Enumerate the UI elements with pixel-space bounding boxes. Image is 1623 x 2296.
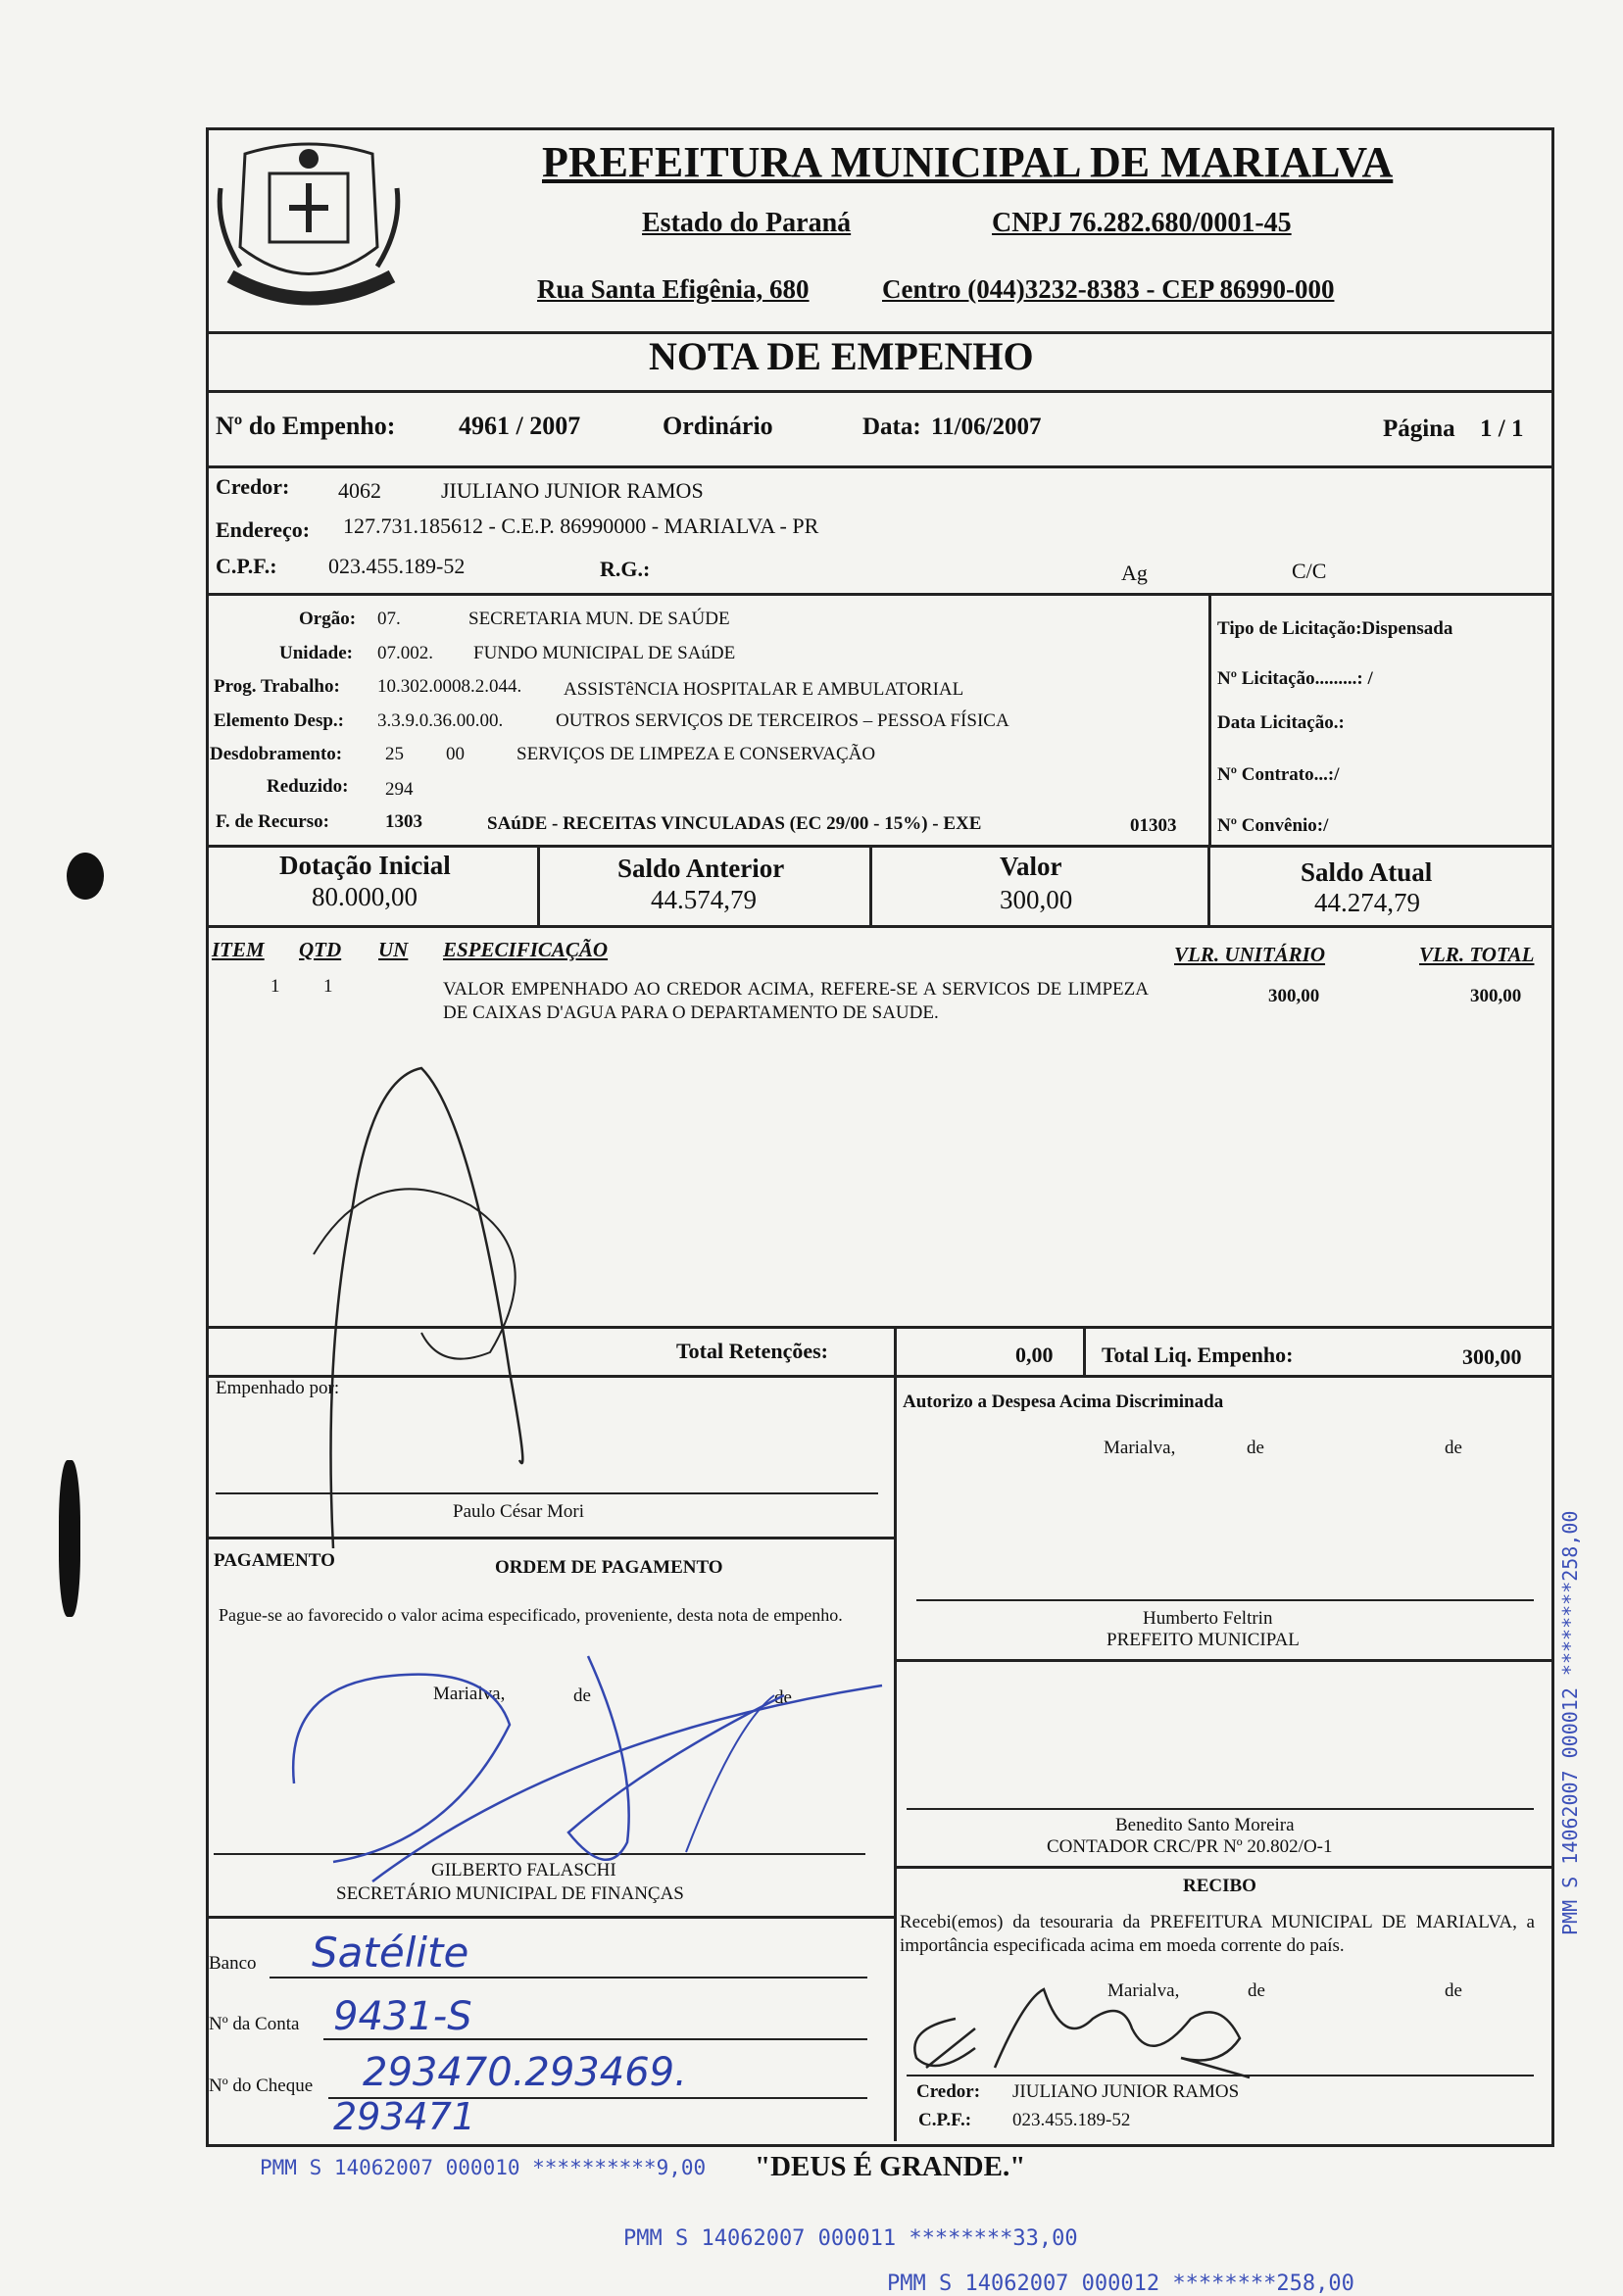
empenho-label: Nº do Empenho: xyxy=(216,412,396,440)
document-title: NOTA DE EMPENHO xyxy=(649,334,1034,378)
empenho-type: Ordinário xyxy=(663,412,773,440)
saldo-anterior-label: Saldo Anterior xyxy=(617,854,785,883)
ag-label: Ag xyxy=(1121,561,1148,585)
recurso-name: SAúDE - RECEITAS VINCULADAS (EC 29/00 - 15%) - EXE xyxy=(487,813,982,834)
recurso-label: F. de Recurso: xyxy=(216,811,329,832)
unidade-label: Unidade: xyxy=(279,643,353,663)
cheque-handwritten: 293470.293469. xyxy=(363,2050,687,2095)
orgao-label: Orgão: xyxy=(299,609,357,629)
conta-label: Nº da Conta xyxy=(209,2014,300,2034)
pagamento-place: Marialva, xyxy=(433,1684,506,1704)
recibo-text: Recebi(emos) da tesouraria da PREFEITURA MUNICIPAL DE MARIALVA, a importância especificada acima em moeda corrente do país. xyxy=(900,1912,1535,1956)
elemento-code: 3.3.9.0.36.00.00. xyxy=(377,710,504,731)
prog-name: ASSISTêNCIA HOSPITALAR E AMBULATORIAL xyxy=(564,679,964,700)
col-un: UN xyxy=(378,938,409,961)
col-especificacao: ESPECIFICAÇÃO xyxy=(443,938,609,961)
prefeito-role: PREFEITO MUNICIPAL xyxy=(1107,1630,1300,1650)
binding-mark-icon xyxy=(59,1460,80,1617)
desdobramento-name: SERVIÇOS DE LIMPEZA E CONSERVAÇÃO xyxy=(516,744,876,764)
item-unit-value: 300,00 xyxy=(1268,986,1320,1006)
cpf-label: C.P.F.: xyxy=(216,554,277,578)
liquido-value: 300,00 xyxy=(1462,1344,1522,1369)
dotacao-label: Dotação Inicial xyxy=(279,851,451,880)
recibo-de2: de xyxy=(1445,1980,1462,2001)
prefeito-name: Humberto Feltrin xyxy=(1143,1608,1273,1629)
dotacao-value: 80.000,00 xyxy=(312,882,418,911)
endereco-label: Endereço: xyxy=(216,517,311,542)
elemento-name: OUTROS SERVIÇOS DE TERCEIROS – PESSOA FÍSICA xyxy=(556,710,1009,731)
contador-role: CONTADOR CRC/PR Nº 20.802/O-1 xyxy=(1047,1836,1333,1857)
col-item: ITEM xyxy=(212,938,265,961)
pagamento-de1: de xyxy=(573,1685,591,1706)
contador-name: Benedito Santo Moreira xyxy=(1115,1815,1295,1835)
recibo-cpf: 023.455.189-52 xyxy=(1012,2110,1131,2130)
signature-secretario-icon xyxy=(274,1588,902,1911)
credor-label: Credor: xyxy=(216,474,290,499)
motto: "DEUS É GRANDE." xyxy=(755,2151,1026,2182)
recibo-credor-name: JIULIANO JUNIOR RAMOS xyxy=(1012,2081,1240,2102)
col-vlr-total: VLR. TOTAL xyxy=(1419,943,1535,966)
col-vlr-unitario: VLR. UNITÁRIO xyxy=(1174,943,1326,966)
desdobramento-b: 00 xyxy=(446,744,465,764)
credor-name: JIULIANO JUNIOR RAMOS xyxy=(441,478,704,503)
autorizo-de1: de xyxy=(1247,1438,1264,1458)
autorizo-label: Autorizo a Despesa Acima Discriminada xyxy=(903,1392,1224,1412)
reduzido-label: Reduzido: xyxy=(267,776,349,797)
contact-info: Centro (044)3232-8383 - CEP 86990-000 xyxy=(882,274,1335,304)
valor-value: 300,00 xyxy=(1000,885,1073,914)
prog-label: Prog. Trabalho: xyxy=(214,676,340,697)
conta-handwritten: 9431-S xyxy=(333,1994,472,2039)
pagamento-label: PAGAMENTO xyxy=(214,1550,335,1571)
municipal-seal-icon xyxy=(211,129,407,325)
pagamento-de2: de xyxy=(774,1687,792,1708)
cpf: 023.455.189-52 xyxy=(328,554,466,578)
empenho-number: 4961 / 2007 xyxy=(459,412,581,440)
recibo-place: Marialva, xyxy=(1107,1980,1180,2001)
cashier-stamp-side: PMM S 14062007 000012 ********258,00 xyxy=(1558,1510,1582,1935)
item-total-value: 300,00 xyxy=(1470,986,1522,1006)
banco-label: Banco xyxy=(209,1953,257,1974)
recurso-number: 01303 xyxy=(1130,815,1177,836)
item-specification: VALOR EMPENHADO AO CREDOR ACIMA, REFERE-SE A SERVICOS DE LIMPEZA DE CAIXAS D'AGUA PARA O DEPARTAMENTO DE SAUDE. xyxy=(443,979,1149,1023)
secretario-name: GILBERTO FALASCHI xyxy=(431,1860,616,1881)
desdobramento-a: 25 xyxy=(385,744,404,764)
cashier-stamp-3: PMM S 14062007 000012 ********258,00 xyxy=(887,2272,1354,2296)
empenhado-name: Paulo César Mori xyxy=(453,1501,585,1522)
recurso-code: 1303 xyxy=(385,811,422,832)
col-qtd: QTD xyxy=(299,938,342,961)
liquido-label: Total Liq. Empenho: xyxy=(1102,1343,1294,1367)
recibo-cpf-label: C.P.F.: xyxy=(918,2110,972,2130)
reduzido-value: 294 xyxy=(385,779,414,800)
credor-code: 4062 xyxy=(338,478,381,503)
cashier-stamp-2: PMM S 14062007 000011 ********33,00 xyxy=(623,2226,1078,2251)
saldo-anterior-value: 44.574,79 xyxy=(651,885,757,914)
page-number: 1 / 1 xyxy=(1480,415,1524,442)
retencoes-label: Total Retenções: xyxy=(676,1339,828,1363)
banco-handwritten: Satélite xyxy=(312,1929,469,1977)
unidade-code: 07.002. xyxy=(377,643,433,663)
signature-recibo-icon xyxy=(897,1960,1308,2097)
orgao-name: SECRETARIA MUN. DE SAÚDE xyxy=(468,609,730,629)
data-licitacao: Data Licitação.: xyxy=(1217,712,1345,733)
cnpj: CNPJ 76.282.680/0001-45 xyxy=(992,208,1292,238)
elemento-label: Elemento Desp.: xyxy=(214,710,344,731)
municipality-title: PREFEITURA MUNICIPAL DE MARIALVA xyxy=(542,138,1394,186)
recibo-label: RECIBO xyxy=(1183,1876,1256,1896)
tipo-licitacao: Tipo de Licitação:Dispensada xyxy=(1217,618,1453,639)
state-name: Estado do Paraná xyxy=(642,208,852,238)
cheque-handwritten-2: 293471 xyxy=(333,2095,476,2138)
address: Rua Santa Efigênia, 680 xyxy=(537,274,810,304)
unidade-name: FUNDO MUNICIPAL DE SAúDE xyxy=(473,643,736,663)
recibo-credor-label: Credor: xyxy=(916,2081,981,2102)
pagamento-text: Pague-se ao favorecido o valor acima especificado, proveniente, desta nota de empenho. xyxy=(219,1605,843,1625)
saldo-atual-label: Saldo Atual xyxy=(1301,857,1433,887)
cheque-label: Nº do Cheque xyxy=(209,2076,314,2096)
item-number: 1 xyxy=(270,976,280,997)
secretario-role: SECRETÁRIO MUNICIPAL DE FINANÇAS xyxy=(336,1883,684,1904)
valor-label: Valor xyxy=(1000,852,1062,881)
cashier-stamp-1: PMM S 14062007 000010 **********9,00 xyxy=(260,2156,707,2179)
rg-label: R.G.: xyxy=(600,557,651,581)
ordem-pagamento-label: ORDEM DE PAGAMENTO xyxy=(495,1557,723,1578)
numero-contrato: Nº Contrato...:/ xyxy=(1217,764,1340,785)
empenho-date: 11/06/2007 xyxy=(931,414,1042,440)
item-qtd: 1 xyxy=(323,976,333,997)
autorizo-de2: de xyxy=(1445,1438,1462,1458)
signature-empenhado-icon xyxy=(294,1058,617,1568)
page-label: Página xyxy=(1383,415,1455,442)
prog-code: 10.302.0008.2.044. xyxy=(377,676,522,697)
numero-licitacao: Nº Licitação.........: / xyxy=(1217,668,1373,689)
cc-label: C/C xyxy=(1292,559,1327,583)
saldo-atual-value: 44.274,79 xyxy=(1314,888,1420,917)
recibo-de1: de xyxy=(1248,1980,1265,2001)
punch-hole-icon xyxy=(67,853,104,900)
empenhado-label: Empenhado por: xyxy=(216,1378,340,1398)
endereco: 127.731.185612 - C.E.P. 86990000 - MARIALVA - PR xyxy=(343,513,819,538)
orgao-code: 07. xyxy=(377,609,401,629)
desdobramento-label: Desdobramento: xyxy=(210,744,343,764)
date-label: Data: xyxy=(862,414,921,440)
autorizo-place: Marialva, xyxy=(1104,1438,1176,1458)
numero-convenio: Nº Convênio:/ xyxy=(1217,815,1329,836)
retencoes-value: 0,00 xyxy=(1015,1343,1054,1367)
